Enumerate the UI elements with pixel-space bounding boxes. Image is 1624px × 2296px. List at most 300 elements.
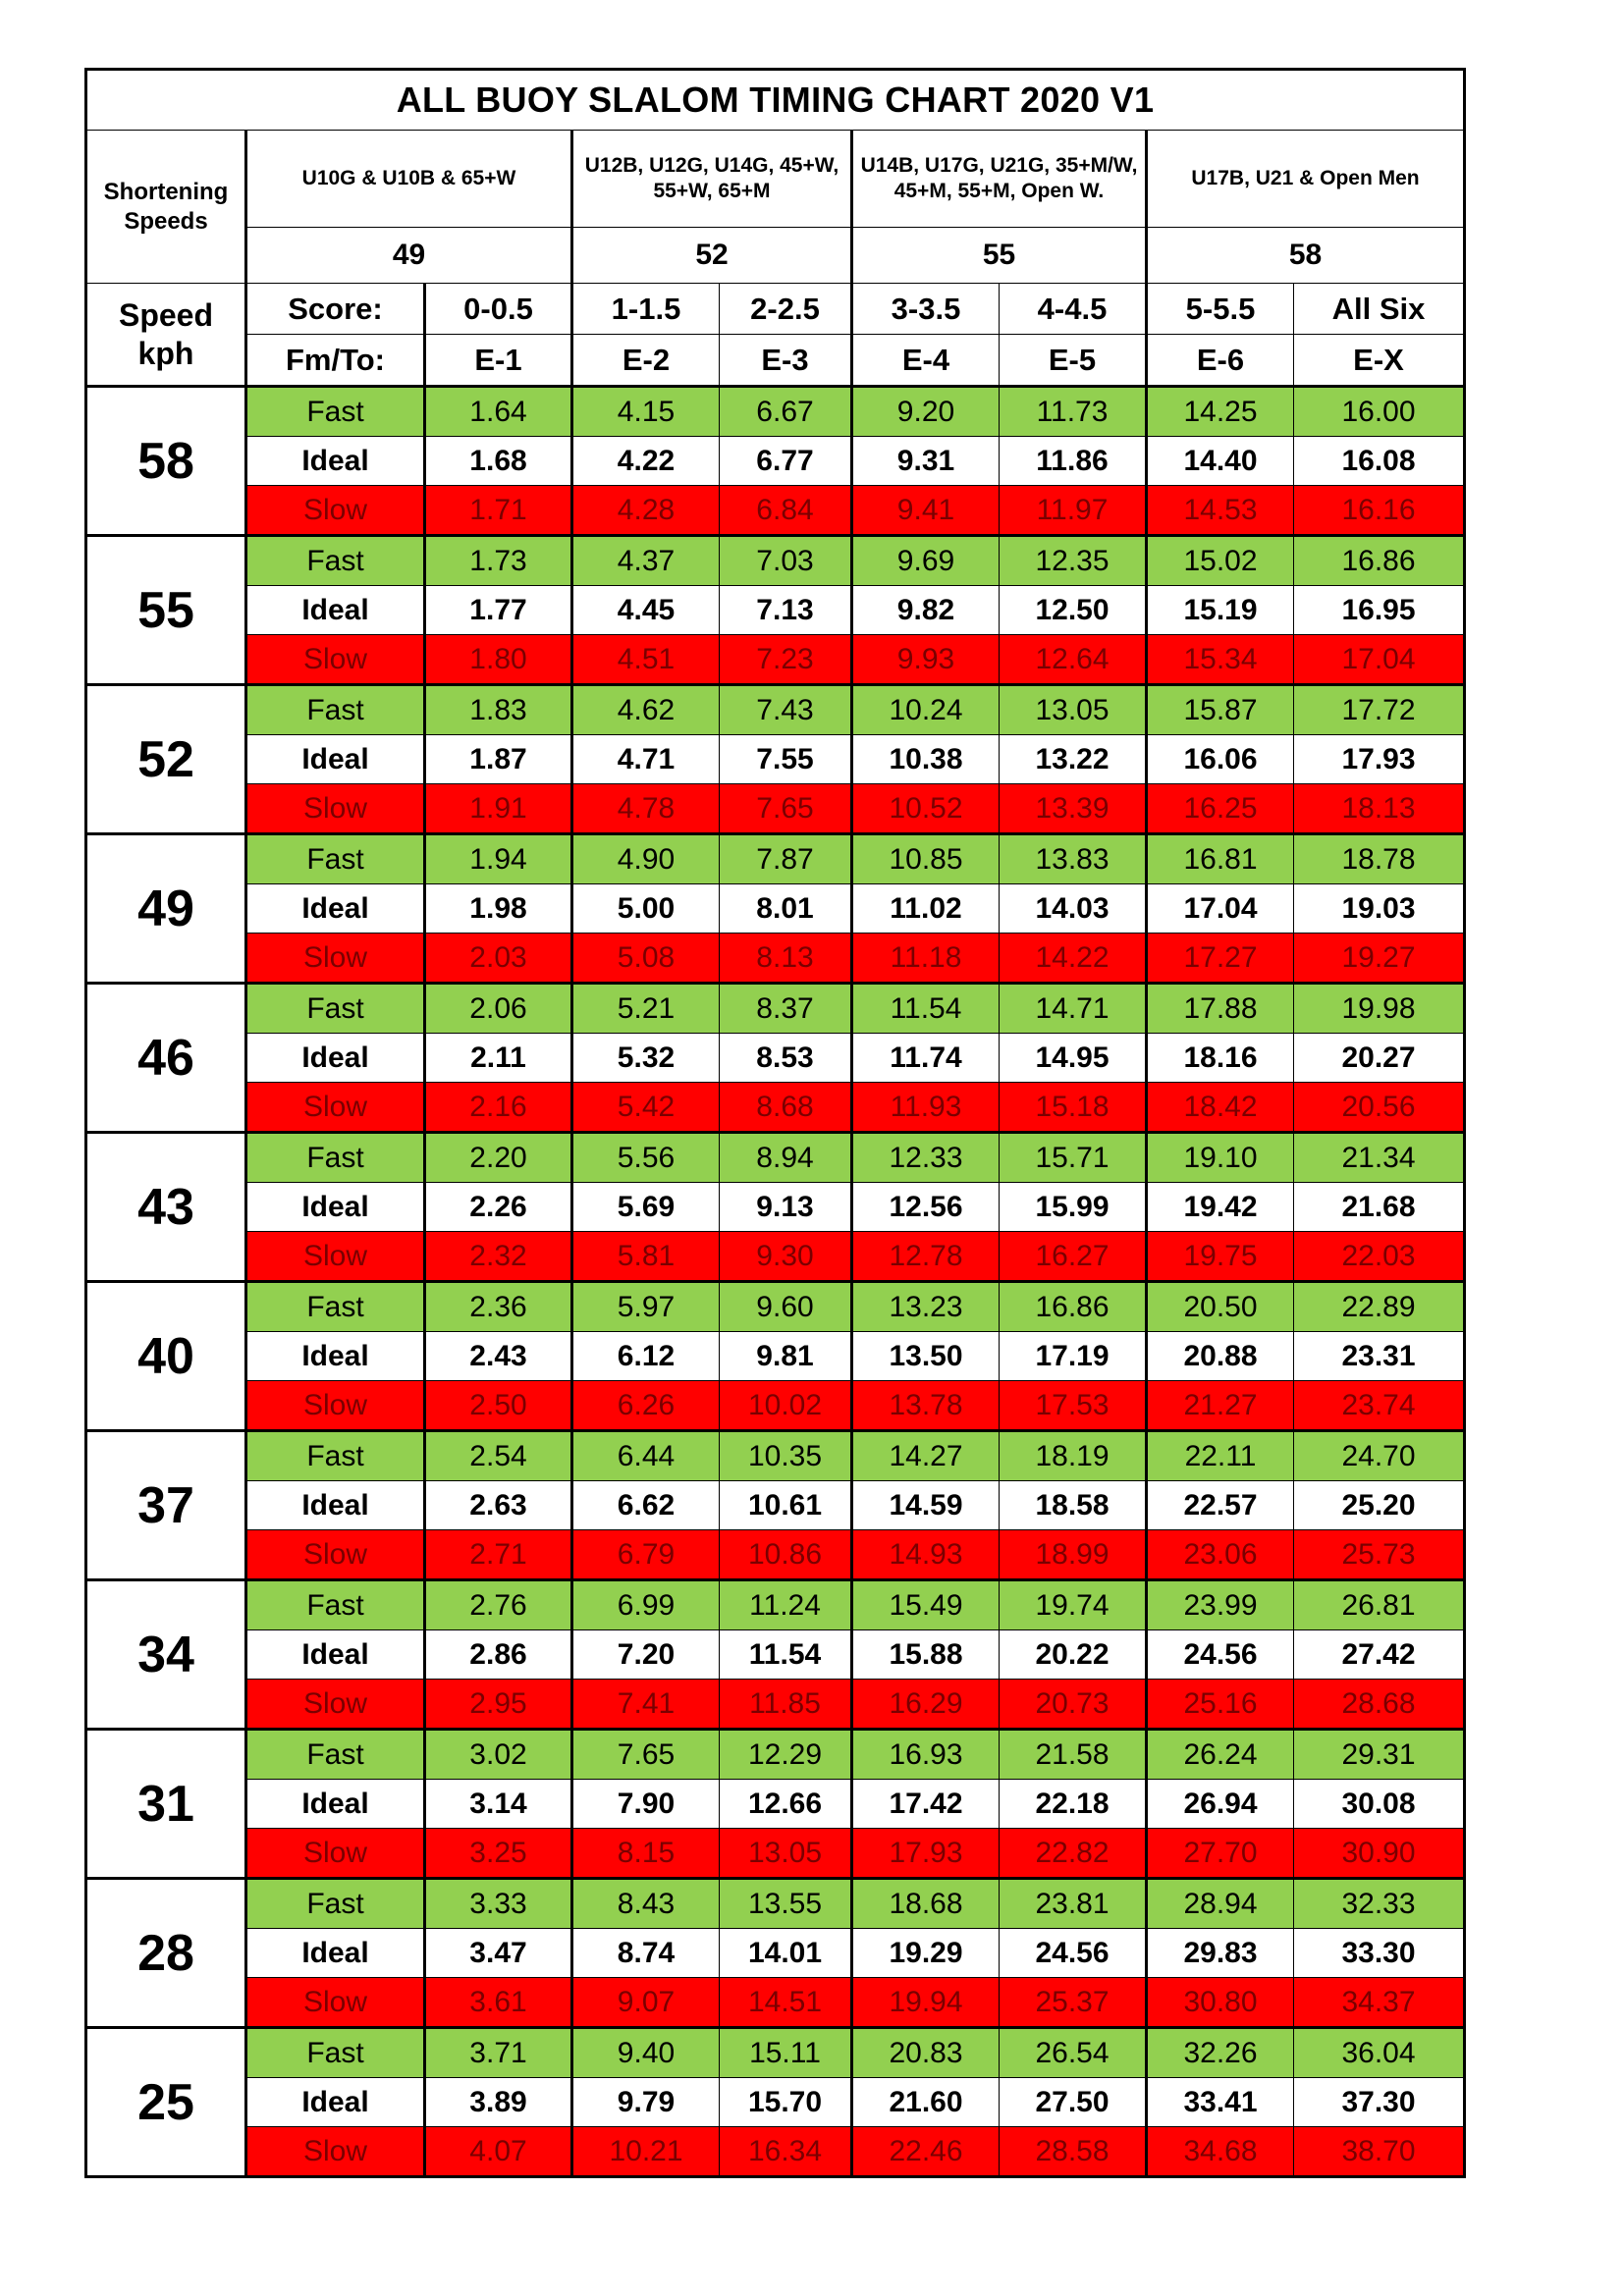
speed-kph-value: 25 [86,2028,246,2177]
timing-value: 18.99 [1000,1530,1147,1580]
row-type-label: Ideal [246,437,425,486]
timing-value: 7.41 [572,1680,720,1730]
timing-value: 7.43 [720,685,852,735]
timing-value: 27.50 [1000,2078,1147,2127]
group-speed: 49 [246,228,572,284]
timing-value: 17.72 [1294,685,1465,735]
timing-row-fast [86,536,1465,586]
timing-value: 2.03 [425,934,572,984]
score-cell: 1-1.5 [572,284,720,335]
timing-value: 6.79 [572,1530,720,1580]
timing-value: 1.83 [425,685,572,735]
timing-value: 9.40 [572,2028,720,2078]
timing-value: 2.50 [425,1381,572,1431]
timing-value: 20.50 [1147,1282,1294,1332]
segment-cell: E-1 [425,335,572,387]
row-type-label: Ideal [246,1929,425,1978]
timing-row-slow [86,2127,1465,2177]
timing-value: 11.85 [720,1680,852,1730]
timing-value: 13.78 [852,1381,1000,1431]
segment-cell: E-5 [1000,335,1147,387]
timing-value: 6.67 [720,387,852,437]
timing-value: 17.93 [1294,735,1465,784]
timing-value: 9.93 [852,635,1000,685]
timing-value: 23.81 [1000,1879,1147,1929]
timing-value: 8.43 [572,1879,720,1929]
timing-row-ideal [86,586,1465,635]
row-type-label: Slow [246,486,425,536]
timing-value: 9.30 [720,1232,852,1282]
timing-value: 2.71 [425,1530,572,1580]
timing-value: 29.83 [1147,1929,1294,1978]
timing-value: 15.02 [1147,536,1294,586]
timing-value: 4.37 [572,536,720,586]
timing-value: 13.55 [720,1879,852,1929]
row-type-label: Ideal [246,1332,425,1381]
timing-row-slow [86,934,1465,984]
timing-value: 5.00 [572,884,720,934]
timing-row-slow [86,1829,1465,1879]
timing-value: 2.36 [425,1282,572,1332]
timing-value: 18.68 [852,1879,1000,1929]
timing-value: 14.93 [852,1530,1000,1580]
timing-value: 19.03 [1294,884,1465,934]
timing-row-slow [86,1530,1465,1580]
timing-value: 16.00 [1294,387,1465,437]
row-type-label: Slow [246,1232,425,1282]
timing-value: 16.06 [1147,735,1294,784]
timing-value: 1.64 [425,387,572,437]
segment-cell: E-6 [1147,335,1294,387]
timing-value: 17.53 [1000,1381,1147,1431]
segment-cell: E-2 [572,335,720,387]
timing-value: 3.33 [425,1879,572,1929]
score-cell: All Six [1294,284,1465,335]
timing-value: 4.15 [572,387,720,437]
row-type-label: Fast [246,387,425,437]
timing-value: 16.27 [1000,1232,1147,1282]
timing-value: 7.90 [572,1780,720,1829]
timing-value: 17.04 [1147,884,1294,934]
timing-value: 30.80 [1147,1978,1294,2028]
timing-value: 11.74 [852,1034,1000,1083]
timing-value: 9.31 [852,437,1000,486]
score-cell: 5-5.5 [1147,284,1294,335]
timing-row-ideal [86,1481,1465,1530]
timing-value: 2.11 [425,1034,572,1083]
timing-row-ideal [86,1630,1465,1680]
timing-row-fast [86,2028,1465,2078]
timing-value: 14.95 [1000,1034,1147,1083]
timing-value: 2.43 [425,1332,572,1381]
timing-value: 2.63 [425,1481,572,1530]
row-type-label: Fast [246,1133,425,1183]
timing-value: 1.80 [425,635,572,685]
timing-value: 18.78 [1294,834,1465,884]
timing-value: 6.12 [572,1332,720,1381]
timing-value: 10.85 [852,834,1000,884]
timing-value: 13.05 [720,1829,852,1879]
timing-value: 8.74 [572,1929,720,1978]
timing-value: 12.35 [1000,536,1147,586]
timing-value: 33.30 [1294,1929,1465,1978]
timing-value: 30.08 [1294,1780,1465,1829]
timing-value: 5.69 [572,1183,720,1232]
timing-value: 18.58 [1000,1481,1147,1530]
timing-value: 19.94 [852,1978,1000,2028]
timing-value: 7.87 [720,834,852,884]
chart-title: ALL BUOY SLALOM TIMING CHART 2020 V1 [86,70,1465,131]
timing-value: 15.99 [1000,1183,1147,1232]
row-type-label: Ideal [246,1780,425,1829]
timing-value: 17.04 [1294,635,1465,685]
timing-row-slow [86,1680,1465,1730]
row-type-label: Fast [246,1879,425,1929]
row-type-label: Slow [246,934,425,984]
timing-value: 15.34 [1147,635,1294,685]
timing-row-slow [86,1232,1465,1282]
row-type-label: Ideal [246,1630,425,1680]
timing-value: 19.29 [852,1929,1000,1978]
timing-value: 14.59 [852,1481,1000,1530]
timing-value: 7.65 [720,784,852,834]
timing-value: 13.22 [1000,735,1147,784]
timing-value: 2.26 [425,1183,572,1232]
timing-value: 16.16 [1294,486,1465,536]
timing-value: 22.57 [1147,1481,1294,1530]
score-cell: 2-2.5 [720,284,852,335]
group-label: U14B, U17G, U21G, 35+M/W, 45+M, 55+M, Open W. [852,131,1147,228]
timing-row-slow [86,635,1465,685]
timing-value: 19.74 [1000,1580,1147,1630]
timing-value: 17.42 [852,1780,1000,1829]
score-cell: 3-3.5 [852,284,1000,335]
timing-value: 4.62 [572,685,720,735]
timing-value: 8.13 [720,934,852,984]
row-type-label: Fast [246,1730,425,1780]
timing-value: 1.91 [425,784,572,834]
timing-value: 22.46 [852,2127,1000,2177]
timing-value: 10.24 [852,685,1000,735]
timing-value: 2.06 [425,984,572,1034]
row-type-label: Fast [246,1282,425,1332]
timing-value: 7.55 [720,735,852,784]
timing-value: 24.56 [1147,1630,1294,1680]
timing-value: 4.71 [572,735,720,784]
timing-value: 16.86 [1294,536,1465,586]
timing-value: 26.54 [1000,2028,1147,2078]
row-type-label: Ideal [246,735,425,784]
score-cell: 0-0.5 [425,284,572,335]
timing-value: 34.68 [1147,2127,1294,2177]
timing-value: 15.49 [852,1580,1000,1630]
row-type-label: Ideal [246,1481,425,1530]
group-speed: 52 [572,228,852,284]
timing-value: 14.71 [1000,984,1147,1034]
timing-value: 3.61 [425,1978,572,2028]
timing-value: 5.97 [572,1282,720,1332]
timing-value: 4.22 [572,437,720,486]
timing-value: 11.54 [720,1630,852,1680]
timing-value: 18.19 [1000,1431,1147,1481]
timing-value: 7.23 [720,635,852,685]
timing-value: 18.16 [1147,1034,1294,1083]
timing-row-slow [86,1381,1465,1431]
timing-row-fast [86,984,1465,1034]
timing-value: 14.01 [720,1929,852,1978]
timing-value: 9.82 [852,586,1000,635]
timing-row-ideal [86,1034,1465,1083]
timing-value: 7.03 [720,536,852,586]
timing-value: 11.54 [852,984,1000,1034]
timing-value: 2.95 [425,1680,572,1730]
timing-value: 2.86 [425,1630,572,1680]
timing-value: 32.26 [1147,2028,1294,2078]
timing-value: 3.14 [425,1780,572,1829]
group-label: U17B, U21 & Open Men [1147,131,1465,228]
timing-row-ideal [86,1929,1465,1978]
speed-kph-value: 37 [86,1431,246,1580]
timing-value: 17.93 [852,1829,1000,1879]
timing-value: 33.41 [1147,2078,1294,2127]
timing-value: 9.69 [852,536,1000,586]
timing-value: 22.03 [1294,1232,1465,1282]
timing-row-ideal [86,735,1465,784]
speed-kph-value: 58 [86,387,246,536]
timing-value: 12.50 [1000,586,1147,635]
timing-value: 14.27 [852,1431,1000,1481]
timing-value: 3.47 [425,1929,572,1978]
timing-value: 5.21 [572,984,720,1034]
timing-value: 12.78 [852,1232,1000,1282]
timing-value: 25.20 [1294,1481,1465,1530]
timing-value: 25.73 [1294,1530,1465,1580]
row-type-label: Slow [246,1530,425,1580]
timing-value: 22.18 [1000,1780,1147,1829]
row-type-label: Slow [246,784,425,834]
timing-row-fast [86,834,1465,884]
timing-value: 19.27 [1294,934,1465,984]
timing-value: 8.15 [572,1829,720,1879]
timing-value: 3.89 [425,2078,572,2127]
timing-value: 10.61 [720,1481,852,1530]
timing-value: 11.24 [720,1580,852,1630]
row-type-label: Fast [246,685,425,735]
timing-row-ideal [86,1780,1465,1829]
timing-row-fast [86,1431,1465,1481]
timing-row-slow [86,1978,1465,2028]
timing-value: 11.02 [852,884,1000,934]
timing-value: 8.53 [720,1034,852,1083]
timing-value: 7.65 [572,1730,720,1780]
timing-value: 20.22 [1000,1630,1147,1680]
timing-value: 13.50 [852,1332,1000,1381]
timing-value: 11.93 [852,1083,1000,1133]
timing-value: 14.22 [1000,934,1147,984]
timing-value: 15.18 [1000,1083,1147,1133]
timing-value: 26.94 [1147,1780,1294,1829]
timing-value: 36.04 [1294,2028,1465,2078]
timing-value: 4.78 [572,784,720,834]
timing-value: 1.87 [425,735,572,784]
group-speed: 58 [1147,228,1465,284]
timing-value: 4.90 [572,834,720,884]
timing-value: 27.70 [1147,1829,1294,1879]
timing-value: 14.25 [1147,387,1294,437]
row-type-label: Slow [246,1083,425,1133]
timing-value: 4.28 [572,486,720,536]
timing-value: 5.81 [572,1232,720,1282]
timing-value: 2.16 [425,1083,572,1133]
timing-row-fast [86,685,1465,735]
timing-value: 7.13 [720,586,852,635]
timing-value: 22.89 [1294,1282,1465,1332]
timing-value: 17.27 [1147,934,1294,984]
row-type-label: Slow [246,635,425,685]
timing-value: 3.25 [425,1829,572,1879]
timing-value: 19.10 [1147,1133,1294,1183]
speed-kph-value: 55 [86,536,246,685]
timing-value: 12.64 [1000,635,1147,685]
timing-value: 1.68 [425,437,572,486]
speed-kph-value: 52 [86,685,246,834]
row-type-label: Slow [246,1680,425,1730]
timing-value: 1.71 [425,486,572,536]
timing-row-slow [86,486,1465,536]
timing-value: 15.11 [720,2028,852,2078]
timing-value: 24.70 [1294,1431,1465,1481]
timing-value: 12.33 [852,1133,1000,1183]
timing-value: 5.32 [572,1034,720,1083]
timing-value: 26.24 [1147,1730,1294,1780]
timing-value: 11.97 [1000,486,1147,536]
timing-row-ideal [86,1332,1465,1381]
timing-value: 6.99 [572,1580,720,1630]
timing-value: 11.86 [1000,437,1147,486]
timing-value: 18.42 [1147,1083,1294,1133]
timing-value: 8.68 [720,1083,852,1133]
timing-value: 4.45 [572,586,720,635]
timing-row-ideal [86,884,1465,934]
row-type-label: Fast [246,1431,425,1481]
timing-value: 5.42 [572,1083,720,1133]
timing-value: 15.88 [852,1630,1000,1680]
row-type-label: Slow [246,1978,425,2028]
timing-row-ideal [86,1183,1465,1232]
timing-value: 6.44 [572,1431,720,1481]
speed-kph-value: 31 [86,1730,246,1879]
timing-row-fast [86,1879,1465,1929]
timing-value: 13.05 [1000,685,1147,735]
timing-value: 17.19 [1000,1332,1147,1381]
timing-value: 10.35 [720,1431,852,1481]
timing-value: 9.60 [720,1282,852,1332]
timing-row-fast [86,1730,1465,1780]
timing-value: 16.29 [852,1680,1000,1730]
timing-value: 10.52 [852,784,1000,834]
timing-value: 6.84 [720,486,852,536]
timing-value: 15.70 [720,2078,852,2127]
timing-value: 22.11 [1147,1431,1294,1481]
timing-value: 19.75 [1147,1232,1294,1282]
timing-value: 16.08 [1294,437,1465,486]
timing-value: 9.13 [720,1183,852,1232]
row-type-label: Fast [246,834,425,884]
row-type-label: Fast [246,984,425,1034]
timing-value: 12.66 [720,1780,852,1829]
timing-value: 3.71 [425,2028,572,2078]
timing-row-ideal [86,2078,1465,2127]
timing-row-fast [86,387,1465,437]
timing-value: 2.32 [425,1232,572,1282]
group-speed: 55 [852,228,1147,284]
group-label: U10G & U10B & 65+W [246,131,572,228]
timing-value: 1.77 [425,586,572,635]
timing-value: 16.95 [1294,586,1465,635]
timing-value: 1.94 [425,834,572,884]
timing-value: 21.60 [852,2078,1000,2127]
timing-value: 25.37 [1000,1978,1147,2028]
row-type-label: Slow [246,1829,425,1879]
timing-value: 13.23 [852,1282,1000,1332]
timing-value: 10.86 [720,1530,852,1580]
timing-row-fast [86,1282,1465,1332]
timing-value: 5.08 [572,934,720,984]
fmto-label: Fm/To: [246,335,425,387]
row-type-label: Ideal [246,1183,425,1232]
timing-value: 2.54 [425,1431,572,1481]
timing-value: 37.30 [1294,2078,1465,2127]
group-label: U12B, U12G, U14G, 45+W, 55+W, 65+M [572,131,852,228]
timing-value: 16.86 [1000,1282,1147,1332]
speed-kph-value: 46 [86,984,246,1133]
row-type-label: Fast [246,1580,425,1630]
timing-value: 25.16 [1147,1680,1294,1730]
timing-value: 32.33 [1294,1879,1465,1929]
speed-kph-value: 43 [86,1133,246,1282]
timing-value: 2.76 [425,1580,572,1630]
timing-value: 12.56 [852,1183,1000,1232]
timing-value: 4.51 [572,635,720,685]
timing-value: 9.07 [572,1978,720,2028]
timing-value: 23.99 [1147,1580,1294,1630]
timing-value: 14.53 [1147,486,1294,536]
timing-value: 30.90 [1294,1829,1465,1879]
timing-value: 20.83 [852,2028,1000,2078]
timing-value: 26.81 [1294,1580,1465,1630]
timing-value: 6.77 [720,437,852,486]
timing-row-fast [86,1133,1465,1183]
timing-value: 18.13 [1294,784,1465,834]
score-label: Score: [246,284,425,335]
timing-value: 2.20 [425,1133,572,1183]
timing-value: 21.27 [1147,1381,1294,1431]
timing-value: 20.73 [1000,1680,1147,1730]
timing-value: 12.29 [720,1730,852,1780]
slalom-timing-table [84,68,1466,2178]
segment-cell: E-4 [852,335,1000,387]
timing-value: 16.25 [1147,784,1294,834]
timing-value: 5.56 [572,1133,720,1183]
timing-value: 4.07 [425,2127,572,2177]
timing-value: 38.70 [1294,2127,1465,2177]
timing-value: 19.42 [1147,1183,1294,1232]
row-type-label: Slow [246,1381,425,1431]
timing-value: 34.37 [1294,1978,1465,2028]
timing-value: 14.40 [1147,437,1294,486]
timing-value: 28.94 [1147,1879,1294,1929]
row-type-label: Ideal [246,1034,425,1083]
